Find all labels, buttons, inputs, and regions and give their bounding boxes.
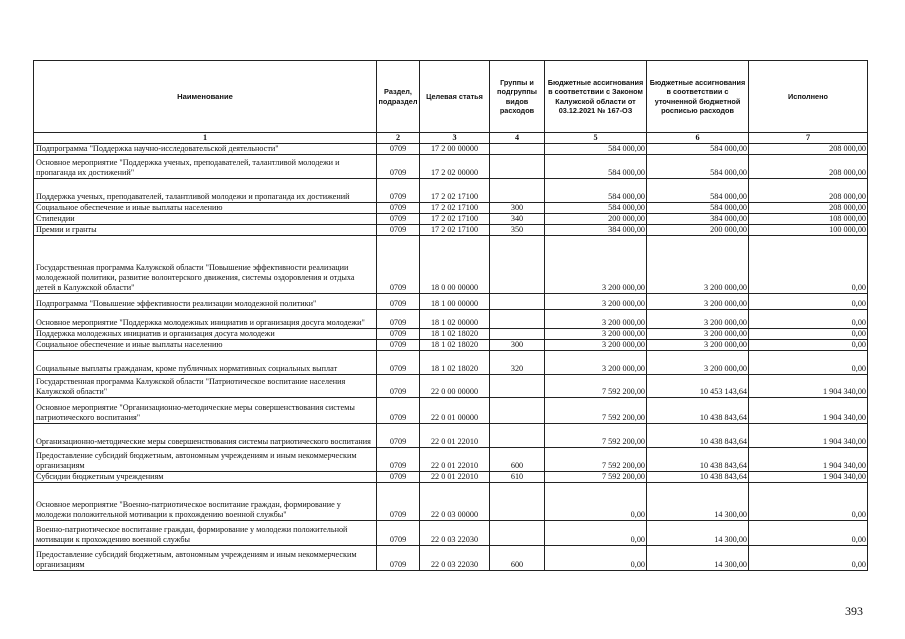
column-number: 1 [34,133,377,144]
column-number: 2 [377,133,420,144]
table-row [34,214,868,225]
row-group [490,310,545,329]
row-target: 22 0 03 22030 [420,521,490,546]
row-name: Государственная программа Калужской области "Патриотическое воспитание населения Калужской области" [34,375,377,398]
table-row [34,546,868,571]
header-executed: Исполнено [749,61,868,133]
table-row [34,203,868,214]
row-law-amount: 384 000,00 [545,225,647,236]
header-law: Бюджетные ассигнования в соответствии с Законом Калужской области от 03.12.2021 № 167-ОЗ [545,61,647,133]
row-section: 0709 [377,214,420,225]
row-law-amount: 3 200 000,00 [545,236,647,294]
row-name: Военно-патриотическое воспитание граждан, формирование у молодежи положительной мотивации к прохождению военной службы [34,521,377,546]
row-refined-amount: 584 000,00 [647,203,749,214]
table-row [34,329,868,340]
table-row [34,424,868,448]
row-law-amount: 3 200 000,00 [545,310,647,329]
row-executed-amount: 0,00 [749,236,868,294]
row-refined-amount: 3 200 000,00 [647,294,749,310]
row-group [490,375,545,398]
row-target: 22 0 03 00000 [420,483,490,521]
row-executed-amount: 208 000,00 [749,155,868,179]
row-target: 18 1 02 18020 [420,329,490,340]
row-refined-amount: 3 200 000,00 [647,329,749,340]
row-refined-amount: 10 438 843,64 [647,398,749,424]
row-target: 17 2 02 17100 [420,179,490,203]
row-executed-amount: 208 000,00 [749,179,868,203]
row-law-amount: 584 000,00 [545,203,647,214]
table-row [34,448,868,472]
row-refined-amount: 14 300,00 [647,521,749,546]
row-group [490,483,545,521]
row-law-amount: 3 200 000,00 [545,351,647,375]
row-section: 0709 [377,472,420,483]
row-refined-amount: 10 453 143,64 [647,375,749,398]
row-name: Основное мероприятие "Военно-патриотическое воспитание граждан, формирование у молодежи положительной мотивации к прохождению военной службы" [34,483,377,521]
table-row [34,375,868,398]
row-name: Социальные выплаты гражданам, кроме публичных нормативных социальных выплат [34,351,377,375]
row-refined-amount: 10 438 843,64 [647,424,749,448]
row-section: 0709 [377,546,420,571]
row-refined-amount: 3 200 000,00 [647,340,749,351]
row-name: Премии и гранты [34,225,377,236]
table-row [34,225,868,236]
row-section: 0709 [377,179,420,203]
row-refined-amount: 10 438 843,64 [647,472,749,483]
row-group [490,144,545,155]
row-group [490,424,545,448]
table-row [34,144,868,155]
row-law-amount: 200 000,00 [545,214,647,225]
row-law-amount: 7 592 200,00 [545,448,647,472]
row-group: 600 [490,448,545,472]
row-name: Подпрограмма "Поддержка научно-исследовательской деятельности" [34,144,377,155]
row-refined-amount: 14 300,00 [647,483,749,521]
row-target: 22 0 00 00000 [420,375,490,398]
row-executed-amount: 0,00 [749,546,868,571]
row-law-amount: 3 200 000,00 [545,340,647,351]
row-target: 22 0 01 22010 [420,472,490,483]
row-law-amount: 584 000,00 [545,144,647,155]
table-row [34,179,868,203]
row-section: 0709 [377,294,420,310]
header-section: Раздел, подраздел [377,61,420,133]
row-executed-amount: 100 000,00 [749,225,868,236]
row-section: 0709 [377,144,420,155]
row-executed-amount: 108 000,00 [749,214,868,225]
page-number: 393 [845,604,863,618]
row-target: 17 2 02 17100 [420,225,490,236]
row-target: 18 1 02 18020 [420,351,490,375]
budget-table [33,60,868,571]
row-group: 320 [490,351,545,375]
row-executed-amount: 208 000,00 [749,144,868,155]
row-name: Субсидии бюджетным учреждениям [34,472,377,483]
row-section: 0709 [377,521,420,546]
table-row [34,236,868,294]
row-section: 0709 [377,448,420,472]
row-group [490,329,545,340]
row-executed-amount: 208 000,00 [749,203,868,214]
header-target: Целевая статья [420,61,490,133]
header-refined: Бюджетные ассигнования в соответствии с уточненной бюджетной росписью расходов [647,61,749,133]
row-executed-amount: 1 904 340,00 [749,424,868,448]
row-executed-amount: 0,00 [749,521,868,546]
row-law-amount: 3 200 000,00 [545,329,647,340]
row-section: 0709 [377,375,420,398]
row-group: 610 [490,472,545,483]
row-target: 18 0 00 00000 [420,236,490,294]
row-group [490,236,545,294]
row-law-amount: 0,00 [545,521,647,546]
table-row [34,310,868,329]
row-executed-amount: 0,00 [749,329,868,340]
row-executed-amount: 0,00 [749,483,868,521]
row-name: Социальное обеспечение и иные выплаты населению [34,203,377,214]
row-group [490,294,545,310]
row-section: 0709 [377,236,420,294]
row-section: 0709 [377,351,420,375]
row-name: Подпрограмма "Повышение эффективности реализации молодежной политики" [34,294,377,310]
row-law-amount: 7 592 200,00 [545,472,647,483]
row-executed-amount: 1 904 340,00 [749,398,868,424]
row-name: Поддержка молодежных инициатив и организация досуга молодежи [34,329,377,340]
row-section: 0709 [377,424,420,448]
row-name: Основное мероприятие "Поддержка молодежных инициатив и организация досуга молодежи" [34,310,377,329]
row-group: 340 [490,214,545,225]
row-refined-amount: 14 300,00 [647,546,749,571]
row-target: 22 0 03 22030 [420,546,490,571]
row-law-amount: 7 592 200,00 [545,398,647,424]
row-law-amount: 3 200 000,00 [545,294,647,310]
row-refined-amount: 584 000,00 [647,155,749,179]
row-law-amount: 584 000,00 [545,155,647,179]
row-target: 18 1 00 00000 [420,294,490,310]
row-group [490,398,545,424]
row-section: 0709 [377,329,420,340]
row-name: Организационно-методические меры совершенствования системы патриотического воспитания [34,424,377,448]
row-group [490,521,545,546]
row-section: 0709 [377,155,420,179]
table-row [34,340,868,351]
row-refined-amount: 10 438 843,64 [647,448,749,472]
row-name: Предоставление субсидий бюджетным, автономным учреждениям и иным некоммерческим организациям [34,448,377,472]
row-law-amount: 7 592 200,00 [545,375,647,398]
row-target: 18 1 02 18020 [420,340,490,351]
row-refined-amount: 584 000,00 [647,144,749,155]
header-group: Группы и подгруппы видов расходов [490,61,545,133]
column-number: 7 [749,133,868,144]
row-section: 0709 [377,398,420,424]
row-executed-amount: 1 904 340,00 [749,448,868,472]
row-executed-amount: 0,00 [749,310,868,329]
column-number: 6 [647,133,749,144]
row-name: Основное мероприятие "Поддержка ученых, преподавателей, талантливой молодежи и пропаганда их достижений" [34,155,377,179]
row-executed-amount: 0,00 [749,340,868,351]
table-row [34,351,868,375]
row-section: 0709 [377,225,420,236]
column-number: 4 [490,133,545,144]
row-section: 0709 [377,203,420,214]
row-target: 17 2 02 00000 [420,155,490,179]
column-number: 3 [420,133,490,144]
row-group [490,155,545,179]
table-row [34,398,868,424]
row-group [490,179,545,203]
row-target: 17 2 02 17100 [420,214,490,225]
row-name: Государственная программа Калужской области "Повышение эффективности реализации молодежной политики, развитие волонтерского движения, системы оздоровления и отдыха детей в Калужской области" [34,236,377,294]
row-law-amount: 0,00 [545,483,647,521]
row-law-amount: 0,00 [545,546,647,571]
column-number-row [34,133,868,144]
row-target: 18 1 02 00000 [420,310,490,329]
row-executed-amount: 1 904 340,00 [749,375,868,398]
table-row [34,521,868,546]
row-target: 17 2 00 00000 [420,144,490,155]
row-refined-amount: 384 000,00 [647,214,749,225]
row-target: 17 2 02 17100 [420,203,490,214]
row-executed-amount: 0,00 [749,294,868,310]
row-section: 0709 [377,483,420,521]
row-name: Предоставление субсидий бюджетным, автономным учреждениям и иным некоммерческим организациям [34,546,377,571]
row-refined-amount: 584 000,00 [647,179,749,203]
table-row [34,472,868,483]
row-group: 600 [490,546,545,571]
row-refined-amount: 3 200 000,00 [647,351,749,375]
row-section: 0709 [377,310,420,329]
table-row [34,294,868,310]
table-row [34,155,868,179]
row-name: Стипендии [34,214,377,225]
column-number: 5 [545,133,647,144]
header-row [34,61,868,133]
row-name: Социальное обеспечение и иные выплаты населению [34,340,377,351]
row-name: Поддержка ученых, преподавателей, талантливой молодежи и пропаганда их достижений [34,179,377,203]
row-target: 22 0 01 00000 [420,398,490,424]
header-name: Наименование [34,61,377,133]
table-row [34,483,868,521]
row-refined-amount: 200 000,00 [647,225,749,236]
row-law-amount: 7 592 200,00 [545,424,647,448]
row-refined-amount: 3 200 000,00 [647,236,749,294]
row-executed-amount: 0,00 [749,351,868,375]
row-refined-amount: 3 200 000,00 [647,310,749,329]
row-target: 22 0 01 22010 [420,424,490,448]
row-section: 0709 [377,340,420,351]
row-name: Основное мероприятие "Организационно-методические меры совершенствования системы патриотического воспитания" [34,398,377,424]
row-group: 300 [490,340,545,351]
row-law-amount: 584 000,00 [545,179,647,203]
budget-table-sheet [33,60,867,571]
row-executed-amount: 1 904 340,00 [749,472,868,483]
row-group: 300 [490,203,545,214]
row-target: 22 0 01 22010 [420,448,490,472]
row-group: 350 [490,225,545,236]
